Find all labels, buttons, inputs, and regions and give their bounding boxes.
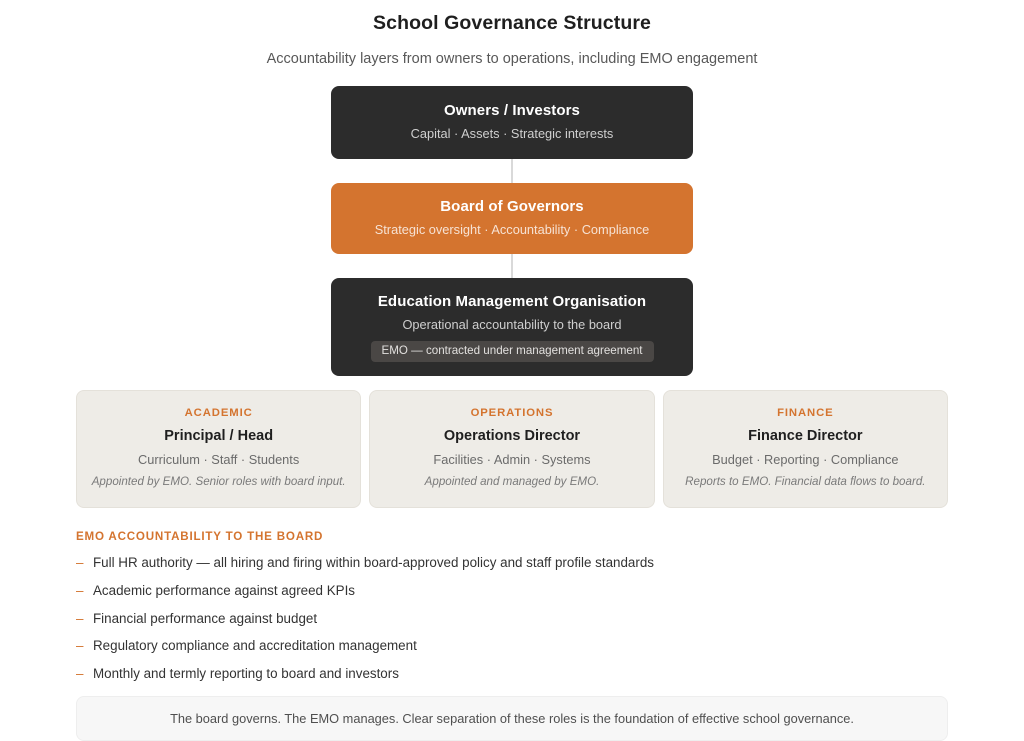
accountability-heading: EMO ACCOUNTABILITY TO THE BOARD — [76, 530, 324, 544]
list-item: – Full HR authority — all hiring and firing within board-approved policy and staff profile standards — [76, 555, 948, 572]
accountability-list — [76, 555, 948, 683]
card-kicker: ACADEMIC — [184, 406, 253, 419]
list-item: – Monthly and termly reporting to board and investors — [76, 666, 948, 683]
node-board-of-governors — [331, 183, 693, 254]
list-item: – Regulatory compliance and accreditation management — [76, 638, 948, 655]
card-subtitle: Budget · Reporting · Compliance — [712, 451, 899, 467]
card-kicker: FINANCE — [777, 406, 834, 419]
node-title: Education Management Organisation — [377, 293, 647, 310]
page-subtitle: Accountability layers from owners to operations, including EMO engagement — [266, 51, 758, 67]
node-subtitle: Strategic oversight · Accountability · Compliance — [374, 222, 650, 237]
card-note: Reports to EMO. Financial data flows to board. — [685, 474, 926, 488]
role-card-operations — [369, 390, 654, 509]
card-subtitle: Facilities · Admin · Systems — [433, 451, 591, 467]
footer-summary-note: The board governs. The EMO manages. Clear separation of these roles is the foundation of effective school governance. — [76, 696, 948, 741]
node-subtitle: Capital · Assets · Strategic interests — [410, 126, 614, 141]
accountability-section — [0, 530, 1024, 683]
list-item: – Financial performance against budget — [76, 611, 948, 628]
node-owners-investors — [331, 86, 693, 159]
role-card-academic — [76, 390, 361, 509]
list-item: – Academic performance against agreed KPIs — [76, 583, 948, 600]
node-subtitle: Operational accountability to the board — [402, 317, 622, 332]
card-note: Appointed by EMO. Senior roles with board input. — [91, 474, 346, 488]
role-card-finance — [663, 390, 948, 509]
hierarchy-stack — [0, 86, 1024, 376]
card-title: Principal / Head — [164, 427, 274, 444]
emo-contract-badge: EMO — contracted under management agreement — [371, 341, 654, 362]
node-title: Owners / Investors — [443, 102, 581, 119]
card-kicker: OPERATIONS — [470, 406, 554, 419]
node-title: Board of Governors — [440, 198, 584, 215]
role-cards-row — [0, 390, 1024, 509]
card-title: Finance Director — [748, 427, 863, 444]
card-subtitle: Curriculum · Staff · Students — [138, 451, 300, 467]
header — [0, 0, 1024, 67]
card-note: Appointed and managed by EMO. — [424, 474, 600, 488]
page-title: School Governance Structure — [373, 12, 651, 34]
card-title: Operations Director — [443, 427, 581, 444]
node-education-management-organisation — [331, 278, 693, 376]
